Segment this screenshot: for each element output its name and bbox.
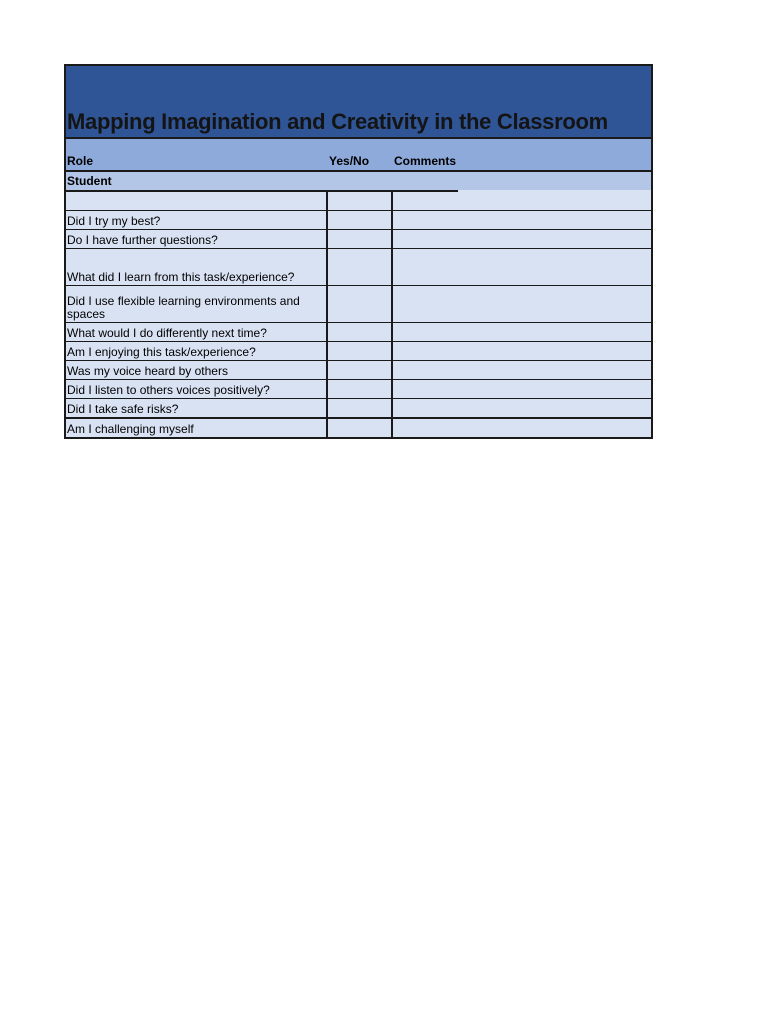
comments-cell[interactable] <box>393 399 651 417</box>
comments-cell[interactable] <box>393 323 651 341</box>
question-cell[interactable]: Did I use flexible learning environments and spaces <box>66 286 328 322</box>
section-row-student <box>66 172 651 192</box>
table-row <box>66 249 651 286</box>
comments-cell[interactable] <box>393 380 651 398</box>
comments-cell[interactable] <box>393 286 651 322</box>
question-cell[interactable]: Am I enjoying this task/experience? <box>66 342 328 360</box>
table-row <box>66 192 651 211</box>
reflection-sheet <box>64 64 653 439</box>
yes-no-cell[interactable] <box>328 249 393 285</box>
yes-no-cell[interactable] <box>328 419 393 437</box>
comments-cell[interactable] <box>393 419 651 437</box>
yes-no-cell[interactable] <box>328 399 393 417</box>
question-cell[interactable]: Do I have further questions? <box>66 230 328 248</box>
table-row <box>66 286 651 323</box>
question-cell[interactable]: Was my voice heard by others <box>66 361 328 379</box>
comments-cell[interactable] <box>393 249 651 285</box>
yes-no-cell[interactable] <box>328 211 393 229</box>
table-row <box>66 323 651 342</box>
yes-no-cell[interactable] <box>328 192 393 210</box>
header-role: Role <box>67 154 94 168</box>
table-row <box>66 361 651 380</box>
question-cell[interactable]: Did I take safe risks? <box>66 399 328 417</box>
title-band <box>66 66 651 139</box>
table-row <box>66 380 651 399</box>
column-header-row <box>66 139 651 172</box>
question-cell[interactable]: What would I do differently next time? <box>66 323 328 341</box>
comments-cell[interactable] <box>393 192 651 210</box>
question-cell[interactable]: Did I try my best? <box>66 211 328 229</box>
header-yes-no: Yes/No <box>329 154 370 168</box>
table-row <box>66 418 651 437</box>
comments-cell[interactable] <box>393 211 651 229</box>
comments-cell[interactable] <box>393 361 651 379</box>
sheet-title: Mapping Imagination and Creativity in the Classroom <box>67 109 608 134</box>
section-label: Student <box>67 174 112 188</box>
table-row <box>66 211 651 230</box>
table-row <box>66 230 651 249</box>
comments-cell[interactable] <box>393 342 651 360</box>
comments-cell[interactable] <box>393 230 651 248</box>
question-cell[interactable] <box>66 192 328 210</box>
yes-no-cell[interactable] <box>328 361 393 379</box>
yes-no-cell[interactable] <box>328 286 393 322</box>
yes-no-cell[interactable] <box>328 342 393 360</box>
yes-no-cell[interactable] <box>328 380 393 398</box>
header-comments: Comments <box>394 154 457 168</box>
question-cell[interactable]: What did I learn from this task/experience? <box>66 249 328 285</box>
yes-no-cell[interactable] <box>328 230 393 248</box>
question-cell[interactable]: Did I listen to others voices positively? <box>66 380 328 398</box>
table-row <box>66 342 651 361</box>
question-cell[interactable]: Am I challenging myself <box>66 419 328 437</box>
yes-no-cell[interactable] <box>328 323 393 341</box>
table-row <box>66 399 651 418</box>
